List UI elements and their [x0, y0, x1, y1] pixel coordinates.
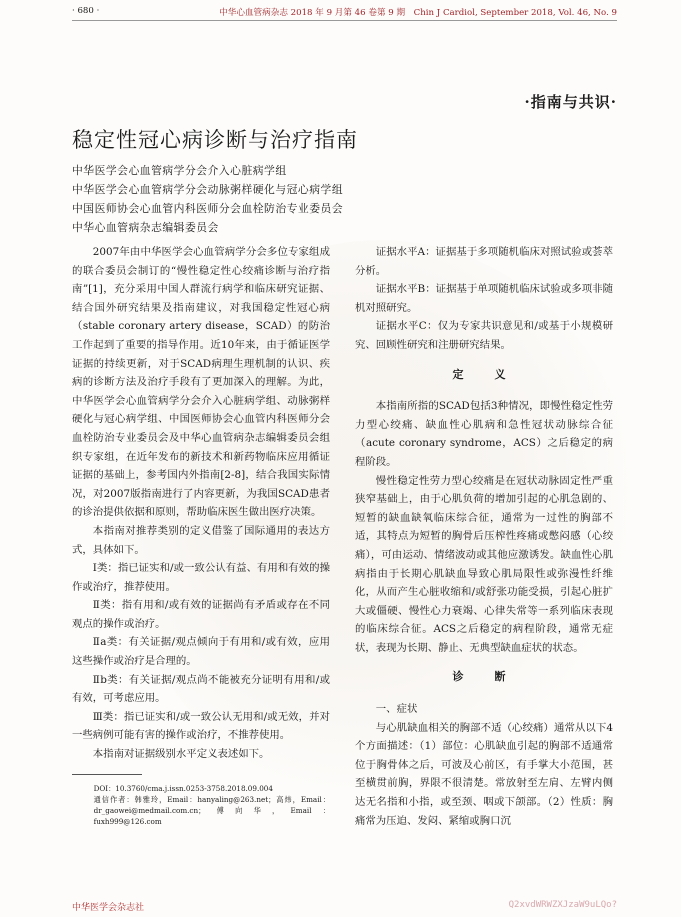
footnote — [72, 783, 330, 827]
running-header — [0, 6, 681, 20]
page-footer — [72, 900, 617, 914]
doi-line: DOI：10.3760/cma.j.issn.0253-3758.2018.09.004 — [93, 783, 273, 793]
body-paragraph: 本指南对证据级别水平定义表述如下。 — [92, 748, 270, 761]
body-paragraph: 慢性稳定性劳力型心绞痛是在冠状动脉固定性严重狭窄基础上，由于心肌负荷的增加引起的心肌急剧的、短暂的缺血缺氧临床综合征，通常为一过性的胸部不适，其特点为短暂的胸骨后压榨性疼痛或憋闷感（心绞痛），可由运动、情绪波动或其他应激诱发。缺血性心肌病指由于长期心肌缺血导致心肌局限性或弥漫性纤维化，从而产生心脏收缩和/或舒张功能受损，引起心脏扩大或僵硬、慢性心力衰竭、心律失常等一系列临床表现的临床综合征。ACS之后稳定的病程阶段，通常无症状，表现为长期、静止、无典型缺血症状的状态。 — [355, 474, 613, 654]
recommendation-class-2: Ⅱ类：指有用和/或有效的证据尚有矛盾或存在不同观点的操作或治疗。 — [72, 599, 330, 630]
recommendation-class-2b: Ⅱb类：有关证据/观点尚不能被充分证明有用和/或有效，可考虑应用。 — [72, 673, 330, 705]
author-group: 中国医师协会心血管内科医师分会血栓防治专业委员会 — [72, 202, 344, 215]
journal-citation: 中华心血管病杂志 2018 年 9 月第 46 卷第 9 期 Chin J Cardiol, September 2018, Vol. 46, No. 9 — [219, 8, 617, 18]
body-paragraph: 本指南所指的SCAD包括3种情况，即慢性稳定性劳力型心绞痛、缺血性心肌病和急性冠状动脉综合征（acute coronary syndrome，ACS）之后稳定的病程阶段。 — [355, 400, 613, 468]
evidence-level-c: 证据水平C：仅为专家共识意见和/或基于小规模研究、回顾性研究和注册研究结果。 — [355, 320, 613, 351]
author-group: 中华医学会心血管病学分会动脉粥样硬化与冠心病学组 — [72, 183, 344, 196]
author-group: 中华医学会心血管病学分会介入心脏病学组 — [72, 164, 287, 177]
author-groups — [72, 161, 343, 237]
author-group: 中华心血管病杂志编辑委员会 — [72, 221, 219, 234]
recommendation-class-3: Ⅲ类：指已证实和/或一致公认无用和/或无效，并对一些病例可能有害的操作或治疗，不推荐使用。 — [72, 710, 330, 742]
section-label: ·指南与共识· — [524, 93, 617, 111]
footnote-rule — [72, 774, 142, 775]
intro-paragraph: 2007年由中华医学会心血管病学分会多位专家组成的联合委员会制订的“慢性稳定性心绞痛诊断与治疗指南”[1]，充分采用中国人群流行病学和临床研究证据、结合国外研究结果及指南建议，对我国稳定性冠心病（stable coronary artery disease，SCAD）的防治工作起到了重要的指导作用。近10年来，由于循证医学证据的持续更新，对于SCAD病理生理机制的认识、疾病的诊断方法及治疗手段有了更加深入的理解。为此，中华医学会心血管病学分会介入心脏病学组、动脉粥样硬化与冠心病学组、中国医师协会心血管内科医师分会血栓防治专业委员会及中华心血管病杂志编辑委员会组织专家组，在近年发布的新技术和新药物临床应用循证证据的基础上，参考国内外指南[2-8]，结合我国实际情况，对2007版指南进行了内容更新，为我国SCAD患者的诊治提供依据和原则，帮助临床医生做出医疗决策。 — [72, 246, 330, 519]
subheading-symptoms: 一、症状 — [375, 703, 418, 716]
left-column — [72, 243, 330, 827]
article-title: 稳定性冠心病诊断与治疗指南 — [72, 128, 358, 152]
header-rule — [72, 20, 617, 21]
publisher-logo: 中华医学会杂志社 — [72, 903, 145, 913]
watermark-code: Q2xvdWRWZXJzaW9uLQo? — [508, 900, 617, 910]
right-column — [355, 243, 613, 830]
heading-definition: 定 义 — [452, 367, 516, 381]
recommendation-class-2a: Ⅱa类：有关证据/观点倾向于有用和/或有效，应用这些操作或治疗是合理的。 — [72, 636, 330, 668]
evidence-level-a: 证据水平A：证据基于多项随机临床对照试验或荟萃分析。 — [355, 246, 613, 277]
body-paragraph: 本指南对推荐类别的定义借鉴了国际通用的表达方式，具体如下。 — [72, 524, 330, 556]
evidence-level-b: 证据水平B：证据基于单项随机临床试验或多项非随机对照研究。 — [355, 283, 613, 314]
corresponding-author: 通信作者：韩雅玲，Email：hanyaling@263.net；高炜，Email：dr_gaowei@medmail.com.cn；傅向华，Email：fuxh999@126.com — [93, 794, 330, 826]
page-number: · 680 · — [72, 6, 100, 16]
recommendation-class-1: Ⅰ类：指已证实和/或一致公认有益、有用和有效的操作或治疗，推荐使用。 — [72, 562, 330, 593]
body-paragraph: 与心肌缺血相关的胸部不适（心绞痛）通常从以下4个方面描述：（1）部位：心肌缺血引起的胸部不适通常位于胸骨体之后，可波及心前区，有手掌大小范围，甚至横贯前胸，界限不很清楚。常放射至左肩、左臂内侧达无名指和小指，或至颈、咽或下颌部。（2）性质：胸痛常为压迫、发闷、紧缩或胸口沉 — [355, 721, 613, 827]
heading-diagnosis: 诊 断 — [452, 670, 516, 684]
